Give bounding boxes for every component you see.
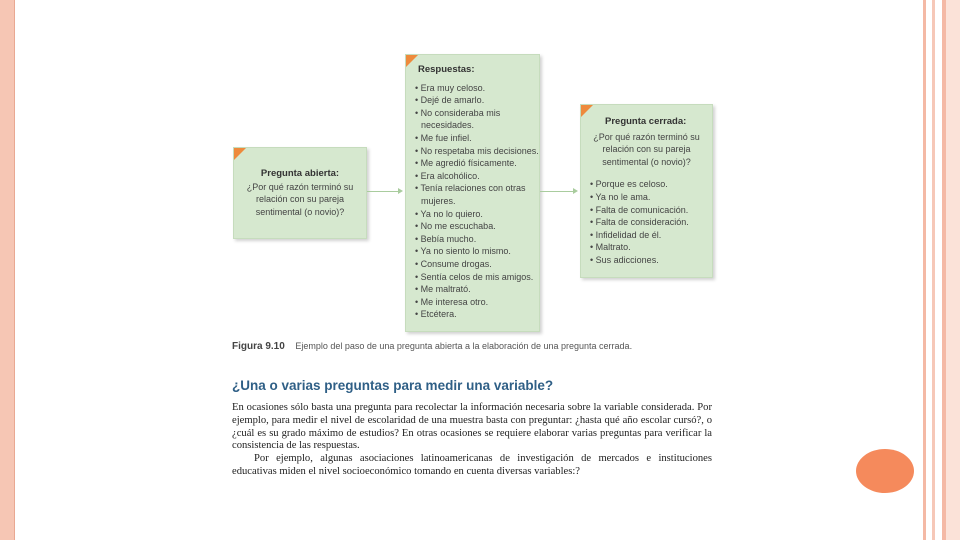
slide-frame-left <box>0 0 15 540</box>
response-item: • Me fue infiel. <box>415 132 539 145</box>
figure-number: Figura 9.10 <box>232 341 285 352</box>
response-item: • No me escuchaba. <box>415 220 539 233</box>
closed-question-box <box>580 104 713 278</box>
open-question-text: ¿Por qué razón terminó su relación con su pareja sentimental (o novio)? <box>246 181 354 217</box>
option-item: • Falta de consideración. <box>590 216 712 229</box>
corner-accent-icon <box>406 55 418 67</box>
responses-box <box>405 54 540 332</box>
closed-options-list <box>581 178 712 266</box>
response-item: • Dejé de amarlo. <box>415 94 539 107</box>
option-item: • Falta de comunicación. <box>590 204 712 217</box>
open-question-box <box>233 147 367 239</box>
section-title: ¿Una o varias preguntas para medir una variable? <box>232 378 554 393</box>
corner-accent-icon <box>234 148 246 160</box>
response-item: • Tenía relaciones con otras mujeres. <box>415 182 539 207</box>
decorative-circle <box>856 449 914 493</box>
figure-caption <box>232 341 632 352</box>
response-item: • Ya no siento lo mismo. <box>415 245 539 258</box>
option-item: • Ya no le ama. <box>590 191 712 204</box>
option-item: • Sus adicciones. <box>590 254 712 267</box>
paragraph-1: En ocasiones sólo basta una pregunta para recolectar la información necesaria sobre la variable considerada. Por ejemplo, para medir el nivel de escolaridad de una muestra basta con preguntar: ¿hasta qué año escolar cursó?, o ¿cuál es su grado máximo de estudios? En otras ocasiones se requiere elaborar varias preguntas para verificar la consistencia de las respuestas. <box>232 402 712 452</box>
response-item: • Bebía mucho. <box>415 233 539 246</box>
open-question-title: Pregunta abierta: <box>260 168 340 179</box>
response-item: • Me agredió físicamente. <box>415 157 539 170</box>
corner-accent-icon <box>581 105 593 117</box>
option-item: • Infidelidad de él. <box>590 229 712 242</box>
response-item: • Me maltrató. <box>415 283 539 296</box>
option-item: • Maltrato. <box>590 241 712 254</box>
option-item: • Porque es celoso. <box>590 178 712 191</box>
figure-caption-text: Ejemplo del paso de una pregunta abierta a la elaboración de una pregunta cerrada. <box>295 341 633 351</box>
response-item: • Me interesa otro. <box>415 296 539 309</box>
paragraph-2: Por ejemplo, algunas asociaciones latinoamericanas de investigación de mercados e instituciones educativas miden el nivel socioeconómico tomando en cuenta diversas variables:? <box>232 453 712 477</box>
response-item: • Era muy celoso. <box>415 82 539 95</box>
response-item: • No consideraba mis necesidades. <box>415 107 539 132</box>
arrow-right-icon <box>540 191 576 192</box>
response-item: • Consume drogas. <box>415 258 539 271</box>
closed-question-title: Pregunta cerrada: <box>605 116 687 127</box>
responses-list <box>406 82 539 321</box>
slide-frame-right <box>920 0 960 540</box>
response-item: • Sentía celos de mis amigos. <box>415 271 539 284</box>
responses-title: Respuestas: <box>418 64 475 75</box>
response-item: • Etcétera. <box>415 308 539 321</box>
response-item: • Era alcohólico. <box>415 170 539 183</box>
body-text <box>232 402 712 479</box>
closed-question-text: ¿Por qué razón terminó su relación con su pareja sentimental (o novio)? <box>593 131 700 167</box>
response-item: • No respetaba mis decisiones. <box>415 145 539 158</box>
response-item: • Ya no lo quiero. <box>415 208 539 221</box>
arrow-right-icon <box>367 191 401 192</box>
